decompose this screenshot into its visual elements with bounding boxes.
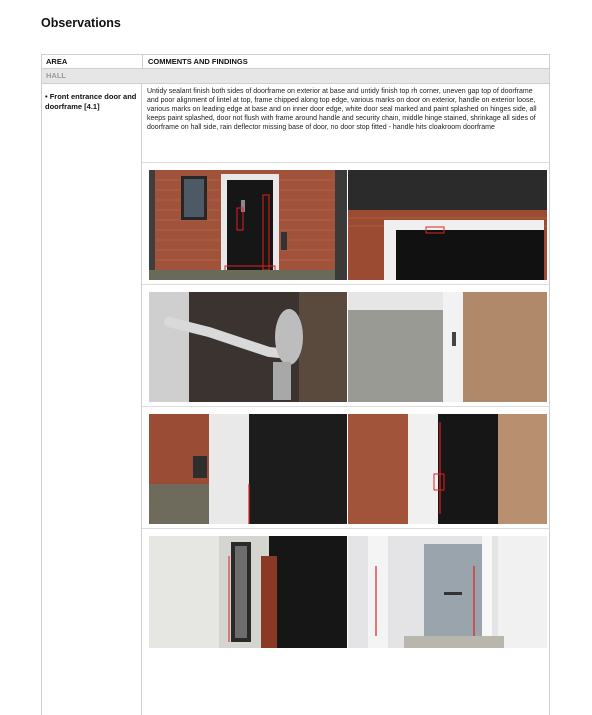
row-divider [142,284,550,285]
area-column-header: AREA [46,57,68,66]
row-divider [142,406,550,407]
column-divider [142,55,143,68]
hall-floor-doorway-photo [348,292,547,402]
door-base-exterior-photo [149,414,347,524]
area-label: • Front entrance door and doorframe [4.1] [45,92,137,111]
door-top-lintel-photo [348,170,547,280]
comments-column-header: COMMENTS AND FINDINGS [148,57,248,66]
page-title: Observations [41,16,121,30]
section-header-row [41,69,550,84]
row-divider [142,162,550,163]
hall-door-interior-photo [348,536,547,648]
door-edge-brick-photo [348,414,547,524]
findings-cell [142,84,550,715]
door-handle-photo [149,292,347,402]
findings-text: Untidy sealant finish both sides of doorframe on exterior at base and untidy finish top rh corner, uneven gap top of doorframe and poor alignment of lintel at top, frame chipped along top edge, various marks on door on exterior, handle on exterior loose, various marks on leading edge at base and on inner door edge, white door seal marked and paint splashed on hinges side, all keeps paint splashed, door not flush with frame around handle and security chain, middle hinge stained, shrinkage all sides of doorframe on hall side, rain deflector missing base of door, no door stop fitted - handle hits cloakroom doorframe [147,88,537,131]
security-chain-keep-photo [149,536,347,648]
table-header-row [41,54,550,69]
section-label: HALL [46,71,66,80]
row-divider [142,528,550,529]
area-cell [41,84,142,715]
front-door-exterior-photo [149,170,347,280]
